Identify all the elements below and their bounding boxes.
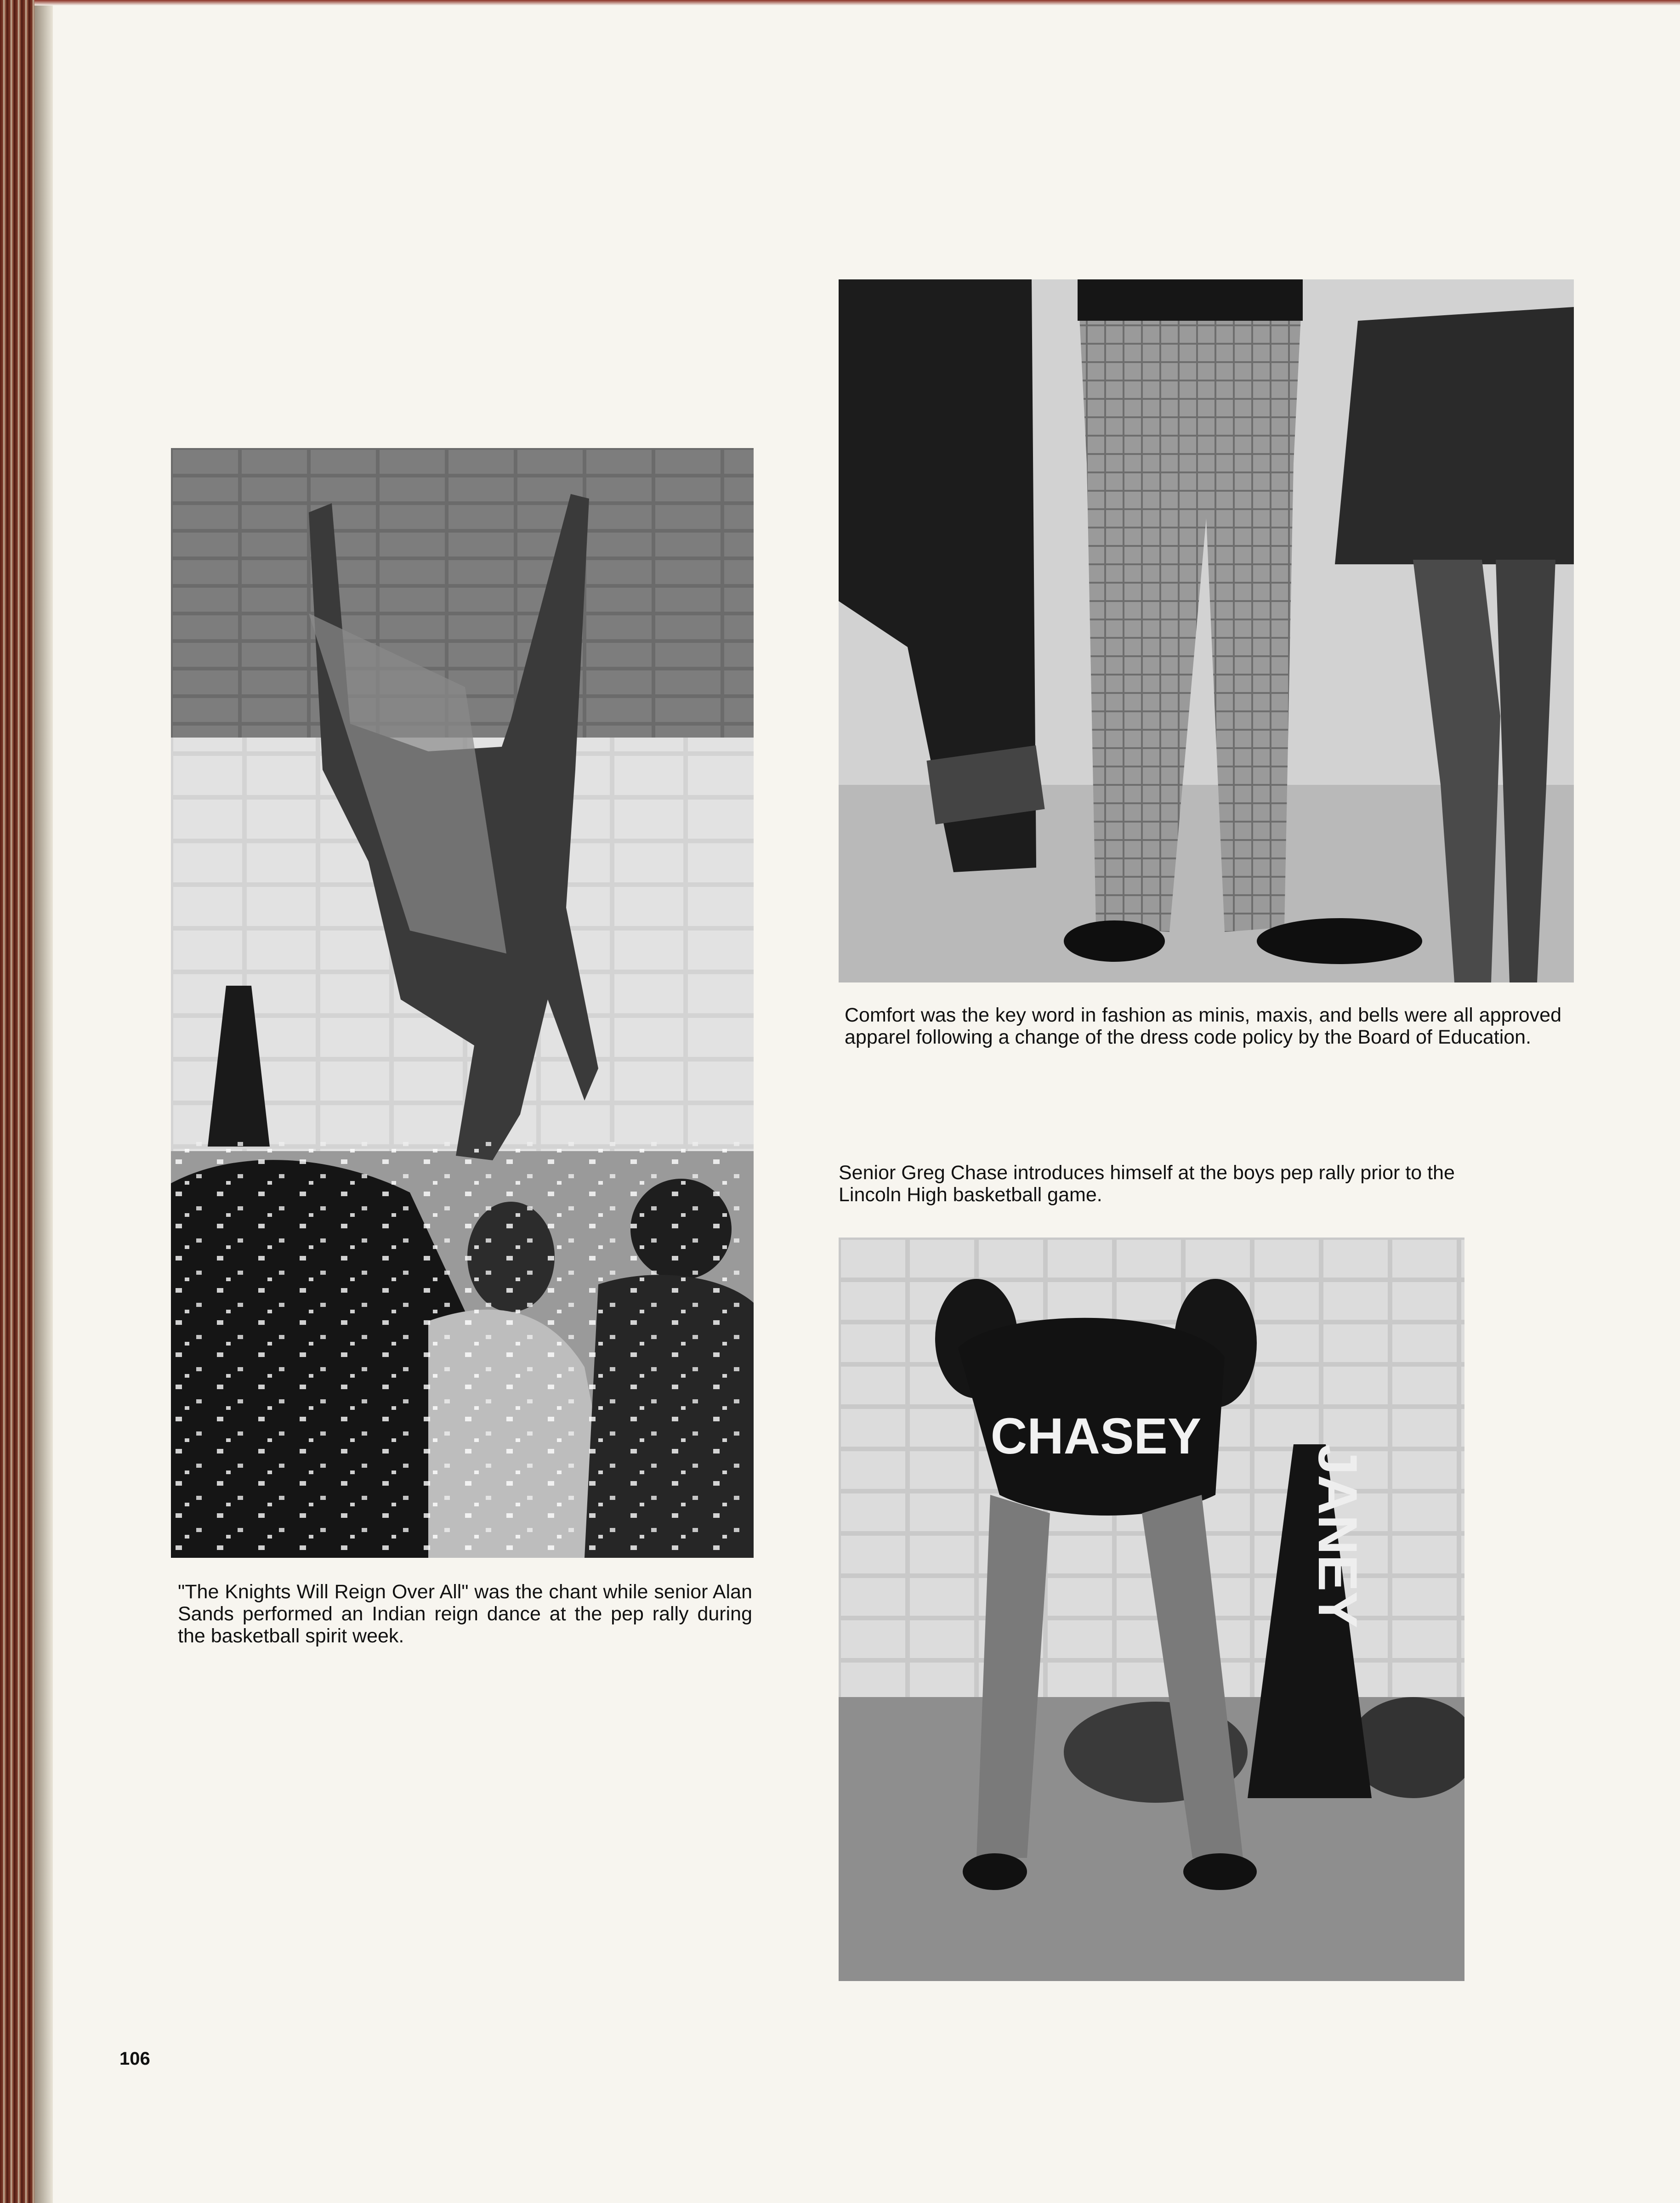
page-top-edge (34, 0, 1680, 6)
pep-rally-dance-photo (171, 448, 754, 1558)
book-binding (0, 0, 34, 2203)
greg-chase-caption: Senior Greg Chase introduces himself at the boys pep rally prior to the Lincoln High basketball game. (839, 1162, 1455, 1206)
fashion-photo (839, 279, 1574, 982)
shirt-lettering: CHASEY (990, 1408, 1202, 1465)
pep-rally-dance-caption: "The Knights Will Reign Over All" was the chant while senior Alan Sands performed an Indian reign dance at the pep rally during the basketball spirit week. (178, 1581, 752, 1647)
page-edge-shadow (34, 0, 53, 2203)
greg-chase-photo (839, 1238, 1464, 1981)
fashion-image (839, 279, 1574, 982)
megaphone-lettering: JANEY (1307, 1444, 1368, 1629)
pep-rally-dance-image (171, 448, 754, 1558)
page-number: 106 (119, 2049, 150, 2069)
mini-skirt (1335, 307, 1574, 564)
greg-chase-image (839, 1238, 1464, 1981)
fashion-caption: Comfort was the key word in fashion as minis, maxis, and bells were all approved apparel following a change of the dress code policy by the Board of Education. (845, 1004, 1561, 1048)
